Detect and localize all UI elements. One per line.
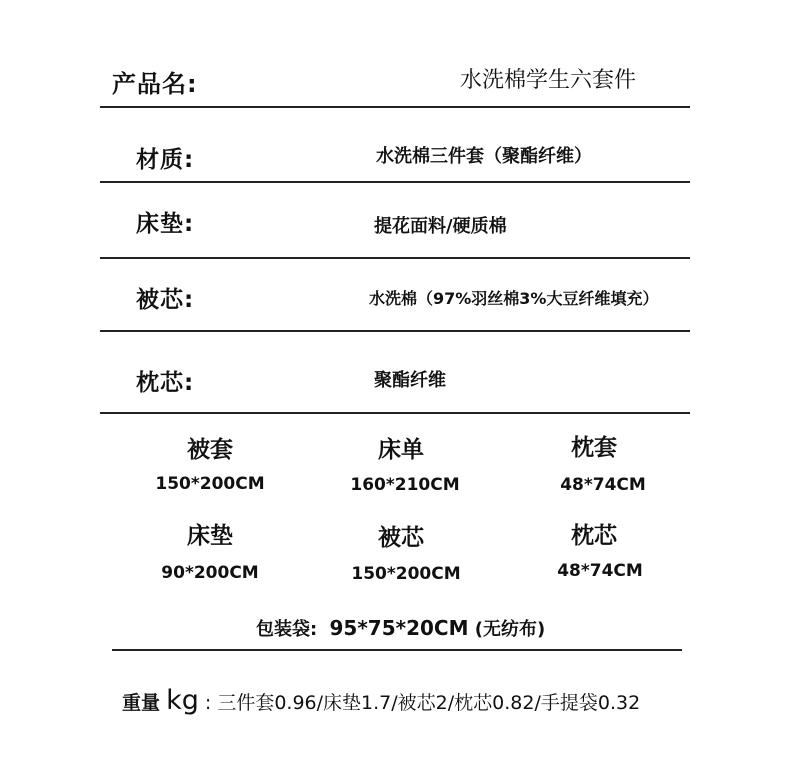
size-name-mattress: 床垫	[187, 523, 233, 549]
spec-value-quilt: 水洗棉（97%羽丝棉3%大豆纤维填充）	[369, 289, 659, 308]
divider	[100, 257, 690, 259]
size-name-pillowcase: 枕套	[571, 435, 617, 461]
size-dims-mattress: 90*200CM	[161, 563, 259, 583]
spec-label-mattress: 床垫:	[136, 211, 195, 237]
spec-value-pillow-core: 聚酯纤维	[374, 370, 446, 391]
divider	[100, 330, 690, 332]
product-name-value: 水洗棉学生六套件	[460, 68, 637, 93]
spec-label-material: 材质:	[136, 147, 195, 173]
size-dims-bed-sheet: 160*210CM	[350, 475, 460, 495]
size-name-duvet-cover: 被套	[187, 437, 233, 463]
size-dims-duvet-cover: 150*200CM	[155, 474, 265, 494]
size-dims-pillow-core: 48*74CM	[557, 561, 643, 581]
product-name-label: 产品名:	[112, 70, 198, 98]
spec-value-material: 水洗棉三件套（聚酯纤维）	[376, 146, 592, 167]
packaging-row	[256, 615, 545, 641]
size-dims-pillowcase: 48*74CM	[560, 475, 646, 495]
divider	[100, 412, 690, 414]
weight-row	[122, 685, 640, 716]
size-name-pillow-core: 枕芯	[571, 523, 617, 549]
size-name-bed-sheet: 床单	[378, 437, 424, 463]
weight-unit: kg	[166, 685, 199, 716]
packaging-dims: 95*75*20CM	[329, 616, 469, 640]
divider	[112, 649, 682, 651]
weight-values: 三件套0.96/床垫1.7/被芯2/枕芯0.82/手提袋0.32	[217, 692, 641, 714]
spec-value-mattress: 提花面料/硬质棉	[374, 216, 507, 237]
size-name-quilt: 被芯	[378, 525, 424, 551]
divider	[100, 106, 690, 108]
packaging-material: (无纺布)	[474, 619, 546, 640]
weight-separator: :	[204, 692, 212, 714]
divider	[100, 181, 690, 183]
spec-label-pillow-core: 枕芯:	[136, 370, 195, 396]
packaging-label: 包装袋:	[256, 619, 318, 640]
weight-label: 重量	[122, 692, 161, 714]
size-dims-quilt: 150*200CM	[351, 564, 461, 584]
spec-label-quilt: 被芯:	[136, 287, 195, 313]
